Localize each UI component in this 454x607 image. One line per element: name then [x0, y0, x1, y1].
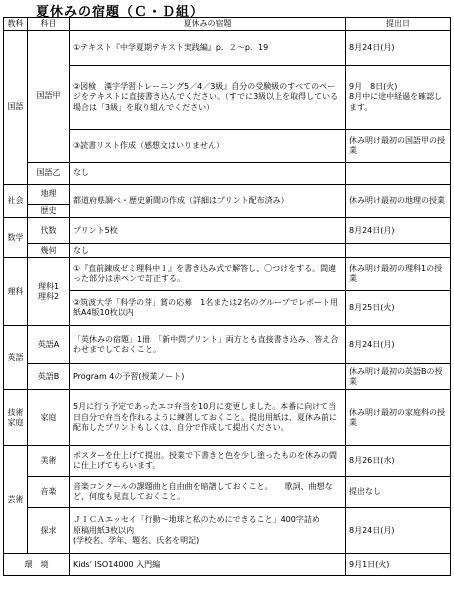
- task-cell: 5月に行う予定であったエコ弁当を10月に変更しました。本番に向けて当日自分で弁当を作れるように練習しておくこと。提出用紙は、夏休み前に配布したプリントもしくは、自分で作成して提出ください。: [70, 390, 346, 446]
- table-row: [4, 130, 451, 163]
- task-cell: ②図検 漢字学習トレーニング5／4／3級』自分の受験級のすべてのページをテキストに直接書き込んでください。（すでに3級以上を取得している場合は「3級」を取り組んでください）: [70, 66, 346, 130]
- table-row: [4, 163, 451, 185]
- table-row: [4, 66, 451, 130]
- due-note: 8月中に途中経過を確認します。: [349, 92, 443, 112]
- header-subject: 科目: [28, 18, 70, 31]
- table-row: [4, 218, 451, 244]
- due-cell: 休み明け最初の地理の授業: [346, 185, 451, 218]
- due-cell: 休み明け最初の家庭科の授業: [346, 390, 451, 446]
- table-row: [4, 477, 451, 508]
- category-shakai: 社会: [4, 185, 28, 218]
- category-sugaku: 数学: [4, 218, 28, 258]
- due-cell: 休み明け最初の国語甲の授業: [346, 130, 451, 163]
- task-cell: ①テキスト『中学夏期テキスト実践編』p．２～p．19: [70, 31, 346, 66]
- category-kankyo: 環 境: [4, 554, 70, 576]
- category-kokugo: 国語: [4, 31, 28, 185]
- task-cell: プリント5枚: [70, 218, 346, 244]
- due-cell: 8月25日(火): [346, 291, 451, 326]
- task-cell: ポスターを仕上げて提出。授業で下書きと色を少し塗ったものを休みの間に仕上げてもらいます。: [70, 446, 346, 477]
- category-gika: [4, 390, 28, 446]
- due-cell: 8月24日(月): [346, 31, 451, 66]
- subject-rika-2: 理科2: [37, 291, 60, 301]
- table-row: [4, 390, 451, 446]
- table-row: [4, 326, 451, 364]
- due-date: 9月 8日(火): [349, 81, 398, 91]
- subject-kokugo-a: 国語甲: [28, 31, 70, 163]
- table-row: [4, 554, 451, 576]
- table-row: [4, 508, 451, 554]
- task-cell: ③読書リスト作成（感想文はいりません）: [70, 130, 346, 163]
- table-row: [4, 31, 451, 66]
- category-gika-2: 家庭: [7, 417, 24, 427]
- category-rika: 理科: [4, 258, 28, 326]
- header-due: 提出日: [346, 18, 451, 31]
- table-row: [4, 244, 451, 258]
- subject-kokugo-b: 国語乙: [28, 163, 70, 185]
- task-cell: Program 4の予習(授業ノート): [70, 364, 346, 390]
- task-cell: なし: [70, 163, 346, 185]
- subject-rekishi: 歴史: [28, 205, 70, 218]
- category-eigo: 英語: [4, 326, 28, 390]
- subject-katei: 家庭: [28, 390, 70, 446]
- due-cell: 8月24日(月): [346, 326, 451, 364]
- subject-chiri: 地理: [28, 185, 70, 205]
- task-cell: なし: [70, 244, 346, 258]
- subject-bijutsu: 美術: [28, 446, 70, 477]
- due-cell: [346, 163, 451, 185]
- due-cell: 8月24日(月): [346, 508, 451, 554]
- homework-table: [3, 17, 451, 576]
- task-line: ＪＩＣＡエッセイ「行動～地球と私のためにできること」400字詰め: [73, 515, 320, 525]
- subject-tankyu: 探求: [28, 508, 70, 554]
- category-gika-1: 技術: [7, 407, 24, 417]
- task-cell: [70, 508, 346, 554]
- header-category: 教科: [4, 18, 28, 31]
- subject-rika-1: 理科1: [37, 281, 60, 291]
- subject-daisu: 代数: [28, 218, 70, 244]
- header-task: 夏休みの宿題: [70, 18, 346, 31]
- due-cell: 9月1日(火): [346, 554, 451, 576]
- due-cell: 休み明け最初の理科1の授業: [346, 258, 451, 291]
- task-line: 原稿用紙3枚以内: [73, 525, 135, 535]
- subject-ongaku: 音楽: [28, 477, 70, 508]
- due-cell: [346, 244, 451, 258]
- subject-eigo-b: 英語B: [28, 364, 70, 390]
- table-row: [4, 258, 451, 291]
- category-geijutsu: 芸術: [4, 446, 28, 554]
- due-cell: 休み明け最初の英語Bの授業: [346, 364, 451, 390]
- table-row: [4, 446, 451, 477]
- task-cell: Kids' ISO14000 入門編: [70, 554, 346, 576]
- table-header-row: [4, 18, 451, 31]
- task-cell: 「英休みの宿題」1冊 「新中問プリント」両方とも直接書き込み、答え合わせまでしておくこと。: [70, 326, 346, 364]
- due-cell: 8月24日(月): [346, 218, 451, 244]
- page-title: 夏休みの宿題（Ｃ・Ｄ組）: [36, 5, 205, 20]
- subject-kika: 幾何: [28, 244, 70, 258]
- task-cell: ①『直前錬成ゼミ理科中１』を書き込み式で解答し、〇つけをする。間違った部分は赤ペンで訂正する。: [70, 258, 346, 291]
- subject-eigo-a: 英語A: [28, 326, 70, 364]
- task-cell: ②筑波大学「科学の芽」賞の応募 1名または2名のグループでレポート用紙A4版10枚以内: [70, 291, 346, 326]
- table-row: [4, 185, 451, 205]
- task-cell: 音楽コンクールの課題曲と自由曲を暗譜しておくこと。 歌詞、曲想など、何度も見直しておくこと。: [70, 477, 346, 508]
- task-cell: 都道府県調べ・歴史新聞の作成（詳細はプリント配布済み）: [70, 185, 346, 218]
- due-cell: [346, 66, 451, 130]
- task-line: (学校名、学年、題名、氏名を明記): [73, 536, 200, 546]
- table-row: [4, 291, 451, 326]
- table-row: [4, 364, 451, 390]
- due-cell: 提出なし: [346, 477, 451, 508]
- subject-rika: [28, 258, 70, 326]
- due-cell: 8月26日(水): [346, 446, 451, 477]
